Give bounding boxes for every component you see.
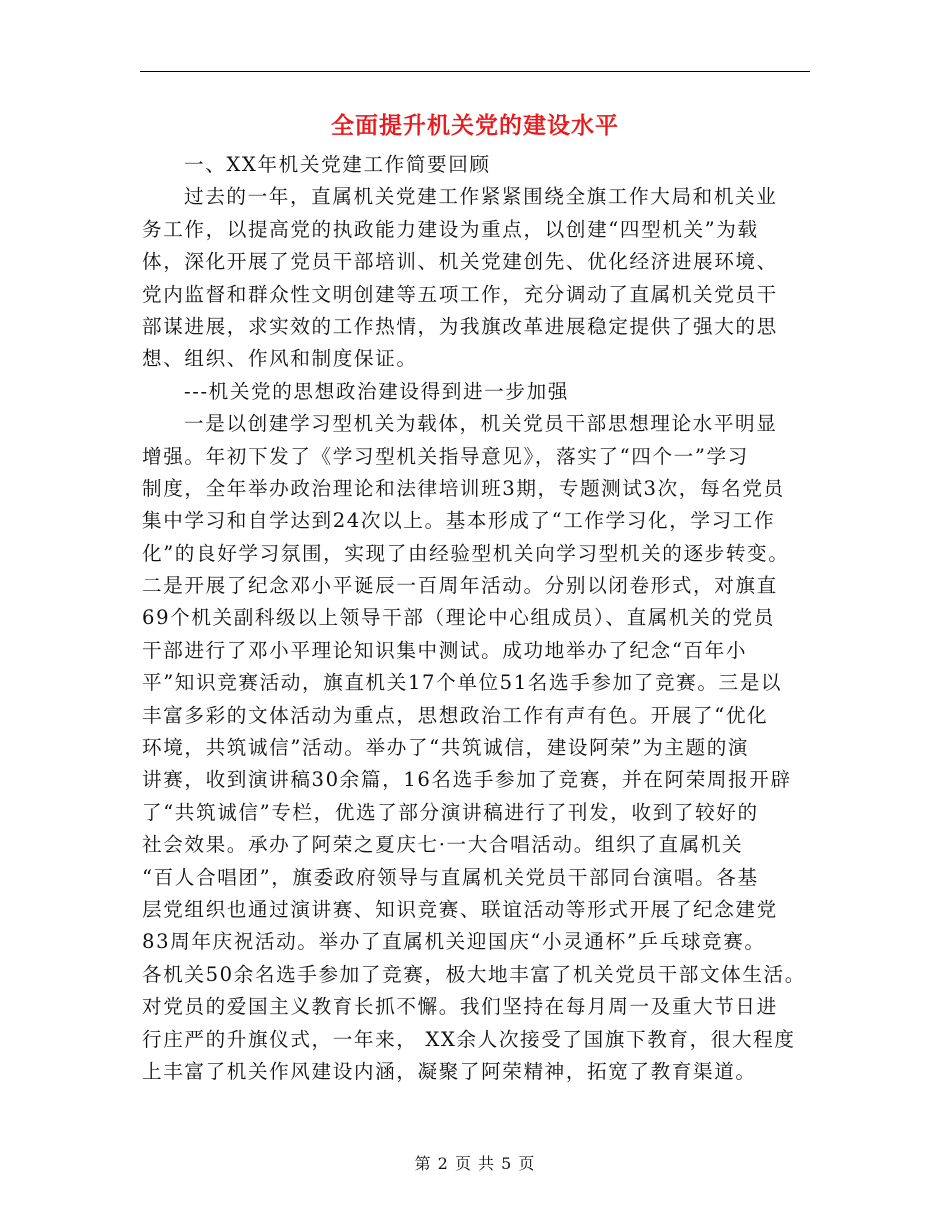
paragraph-line: 想、组织、作风和制度保证。 <box>142 347 418 371</box>
paragraph-line: 平”知识竞赛活动，旗直机关17个单位51名选手参加了竞赛。三是以 <box>142 671 783 695</box>
paragraph-line: 化”的良好学习氛围，实现了由经验型机关向学习型机关的逐步转变。 <box>142 541 790 565</box>
paragraph-line: 过去的一年，直属机关党建工作紧紧围绕全旗工作大局和机关业 <box>184 185 778 209</box>
paragraph-line: 增强。年初下发了《学习型机关指导意见》，落实了“四个一”学习 <box>142 444 749 468</box>
paragraph-line: 务工作，以提高党的执政能力建设为重点，以创建“四型机关”为载 <box>142 217 759 241</box>
paragraph-line: 干部进行了邓小平理论知识集中测试。成功地举办了纪念“百年小 <box>142 638 748 662</box>
document-body <box>142 149 822 1088</box>
paragraph-line: 了“共筑诚信”专栏，优选了部分演讲稿进行了刊发，收到了较好的 <box>142 800 759 824</box>
paragraph-line: 社会效果。承办了阿荣之夏庆七·一大合唱活动。组织了直属机关 <box>142 833 744 857</box>
paragraph-line: 党内监督和群众性文明创建等五项工作，充分调动了直属机关党员干 <box>142 282 778 306</box>
paragraph-line: 83周年庆祝活动。举办了直属机关迎国庆“小灵通杯”乒乓球竞赛。 <box>142 930 766 954</box>
section-heading: 一、XX年机关党建工作简要回顾 <box>184 153 491 176</box>
paragraph-line: 各机关50余名选手参加了竞赛，极大地丰富了机关党员干部文体生活。 <box>142 962 806 986</box>
paragraph-line: 69个机关副科级以上领导干部（理论中心组成员）、直属机关的党员 <box>142 606 775 630</box>
paragraph-line: 对党员的爱国主义教育长抓不懈。我们坚持在每月周一及重大节日进 <box>142 995 778 1019</box>
paragraph-line: 二是开展了纪念邓小平诞辰一百周年活动。分别以闭卷形式，对旗直 <box>142 574 778 598</box>
paragraph-line: 丰富多彩的文体活动为重点，思想政治工作有声有色。开展了“优化 <box>142 703 769 727</box>
paragraph-line: “百人合唱团”，旗委政府领导与直属机关党员干部同台演唱。各基 <box>142 865 759 889</box>
page-number: 第 2 页 共 5 页 <box>414 1154 536 1173</box>
paragraph-line: 集中学习和自学达到24次以上。基本形成了“工作学习化，学习工作 <box>142 509 776 533</box>
header-rule <box>140 71 810 72</box>
paragraph-line: 制度，全年举办政治理论和法律培训班3期，专题测试3次，每名党员 <box>142 476 785 500</box>
paragraph-line: 讲赛，收到演讲稿30余篇，16名选手参加了竞赛，并在阿荣周报开辟 <box>142 768 792 792</box>
paragraph-line: 上丰富了机关作风建设内涵，凝聚了阿荣精神，拓宽了教育渠道。 <box>142 1059 757 1083</box>
paragraph-line: 部谋进展，求实效的工作热情，为我旗改革进展稳定提供了强大的思 <box>142 314 778 338</box>
paragraph-line: 环境，共筑诚信”活动。举办了“共筑诚信，建设阿荣”为主题的演 <box>142 736 750 760</box>
paragraph-line: 体，深化开展了党员干部培训、机关党建创先、优化经济进展环境、 <box>142 250 778 274</box>
subsection-heading: ---机关党的思想政治建设得到进一步加强 <box>184 379 569 403</box>
paragraph-line: 层党组织也通过演讲赛、知识竞赛、联谊活动等形式开展了纪念建党 <box>142 897 778 921</box>
document-title: 全面提升机关党的建设水平 <box>331 112 619 139</box>
paragraph-line: 行庄严的升旗仪式，一年来， XX余人次接受了国旗下教育，很大程度 <box>142 1027 796 1051</box>
paragraph-line: 一是以创建学习型机关为载体，机关党员干部思想理论水平明显 <box>184 412 778 436</box>
